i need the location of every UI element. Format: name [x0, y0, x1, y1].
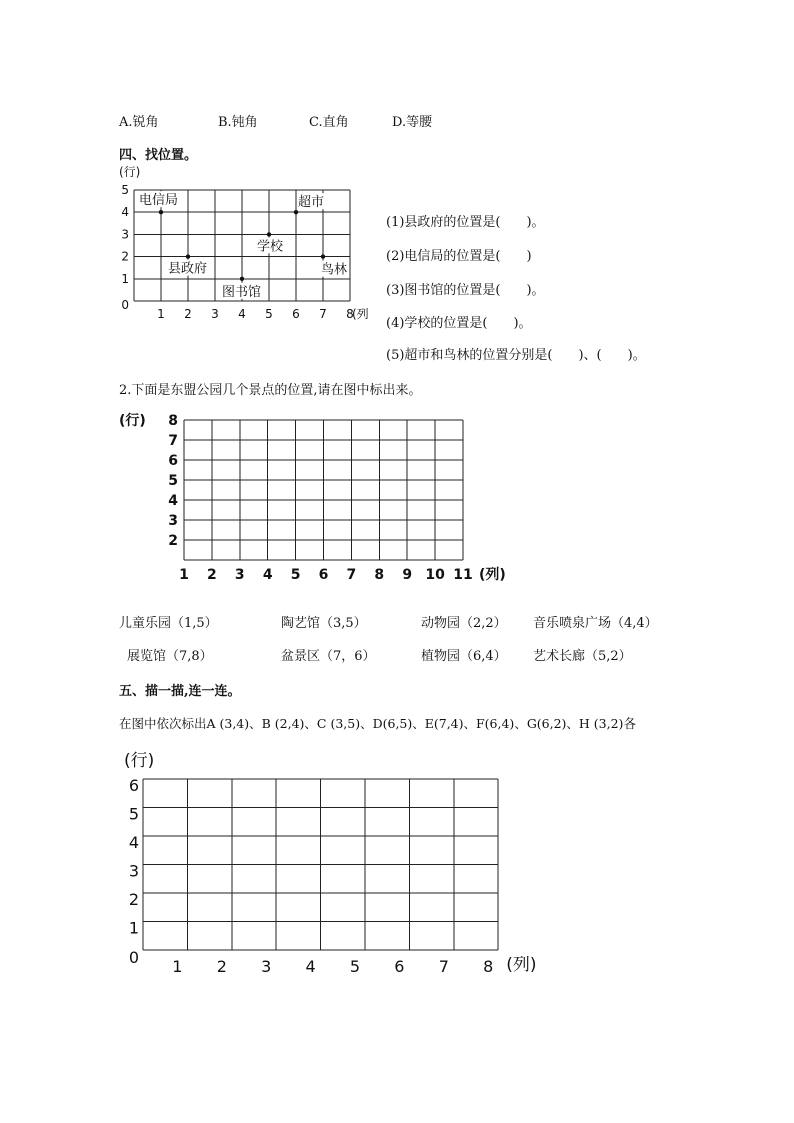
x-tick-label: 3 — [211, 307, 219, 321]
y-tick-label: 3 — [168, 513, 178, 529]
place-label: 县政府 — [168, 261, 208, 277]
y-tick-label: 5 — [128, 804, 140, 824]
y-tick-label: 4 — [121, 205, 129, 220]
x-tick-label: 2 — [216, 957, 227, 976]
y-tick-label: 2 — [168, 533, 178, 549]
y-tick-label: 6 — [168, 453, 178, 469]
spot-item: 动物园（2,2） — [421, 616, 507, 631]
x-tick-label: 6 — [292, 307, 300, 321]
place-label: 超市 — [298, 195, 325, 211]
question-4: (4)学校的位置是( )。 — [386, 316, 532, 331]
x-tick-label: 8 — [346, 307, 354, 321]
section5-instruction: 在图中依次标出A (3,4)、B (2,4)、C (3,5)、D(6,5)、E(7,4)、F(6,4)、G(6,2)、H (3,2)各 — [119, 716, 636, 731]
col-axis-label: (列) — [506, 955, 537, 975]
x-tick-label: 8 — [483, 957, 494, 976]
x-tick-label: 8 — [374, 567, 385, 583]
y-tick-label: 1 — [121, 271, 129, 286]
x-tick-label: 5 — [349, 957, 361, 976]
choice-c: C.直角 — [309, 115, 349, 130]
x-tick-label: 6 — [318, 567, 329, 583]
y-tick-label: 7 — [168, 433, 178, 449]
spot-item: 植物园（6,4） — [421, 649, 507, 664]
x-tick-label: 7 — [438, 957, 449, 976]
place-label: 图书馆 — [222, 284, 262, 300]
x-tick-label: 11 — [453, 567, 473, 583]
y-tick-label: 5 — [168, 473, 178, 489]
y-tick-label: 2 — [128, 890, 140, 909]
spot-item: 音乐喷泉广场（4,4） — [533, 616, 658, 631]
x-tick-label: 4 — [305, 957, 316, 976]
question-1: (1)县政府的位置是( )。 — [386, 215, 545, 230]
x-tick-label: 10 — [425, 567, 445, 583]
x-tick-label: 1 — [179, 567, 189, 583]
question-3: (3)图书馆的位置是( )。 — [386, 283, 545, 298]
x-tick-label: 2 — [184, 307, 192, 321]
y-tick-label: 4 — [128, 833, 140, 852]
x-tick-label: 3 — [261, 957, 272, 976]
x-tick-label: 1 — [172, 957, 183, 976]
place-label: 学校 — [257, 239, 284, 255]
x-tick-label: 5 — [290, 567, 301, 583]
col-axis-label: (列) — [479, 567, 506, 583]
x-tick-label: 9 — [402, 567, 413, 583]
origin-label: 0 — [121, 298, 129, 312]
x-tick-label: 7 — [346, 567, 357, 583]
spot-item: 儿童乐园（1,5） — [119, 616, 218, 631]
spot-item: 盆景区（7，6） — [281, 649, 376, 664]
y-tick-label: 6 — [128, 776, 140, 795]
x-tick-label: 5 — [265, 307, 273, 321]
x-tick-label: 1 — [157, 307, 165, 321]
y-tick-label: 1 — [128, 918, 140, 938]
section4-title: 四、找位置。 — [119, 148, 198, 163]
place-label: 电信局 — [139, 193, 179, 209]
question-5: (5)超市和鸟林的位置分别是( )、( )。 — [386, 348, 646, 363]
choice-d: D.等腰 — [392, 115, 433, 130]
choice-b: B.钝角 — [218, 115, 258, 130]
x-tick-label: 4 — [262, 567, 273, 583]
y-tick-label: 5 — [121, 183, 129, 197]
x-tick-label: 3 — [234, 567, 245, 583]
place-label: 鸟林 — [321, 262, 348, 278]
origin-label: 0 — [128, 948, 140, 967]
spot-item: 展览馆（7,8） — [127, 649, 213, 664]
y-tick-label: 8 — [168, 413, 178, 429]
y-tick-label: 3 — [121, 227, 129, 242]
spot-item: 艺术长廊（5,2） — [533, 649, 632, 664]
row-axis-label: (行) — [119, 165, 141, 179]
q2-instruction: 2.下面是东盟公园几个景点的位置,请在图中标出来。 — [119, 383, 422, 398]
row-axis-label: (行) — [119, 413, 146, 429]
col-axis-label: (列 — [352, 307, 369, 321]
x-tick-label: 2 — [207, 567, 217, 583]
y-tick-label: 2 — [121, 249, 129, 264]
choice-a: A.锐角 — [119, 115, 159, 130]
x-tick-label: 6 — [394, 957, 405, 976]
x-tick-label: 4 — [238, 307, 246, 321]
spot-item: 陶艺馆（3,5） — [281, 616, 367, 631]
row-axis-label: (行) — [124, 751, 155, 771]
y-tick-label: 3 — [128, 861, 140, 881]
y-tick-label: 4 — [168, 493, 178, 509]
section5-title: 五、描一描,连一连。 — [119, 684, 241, 699]
question-2: (2)电信局的位置是( ) — [386, 249, 532, 264]
x-tick-label: 7 — [319, 307, 327, 321]
